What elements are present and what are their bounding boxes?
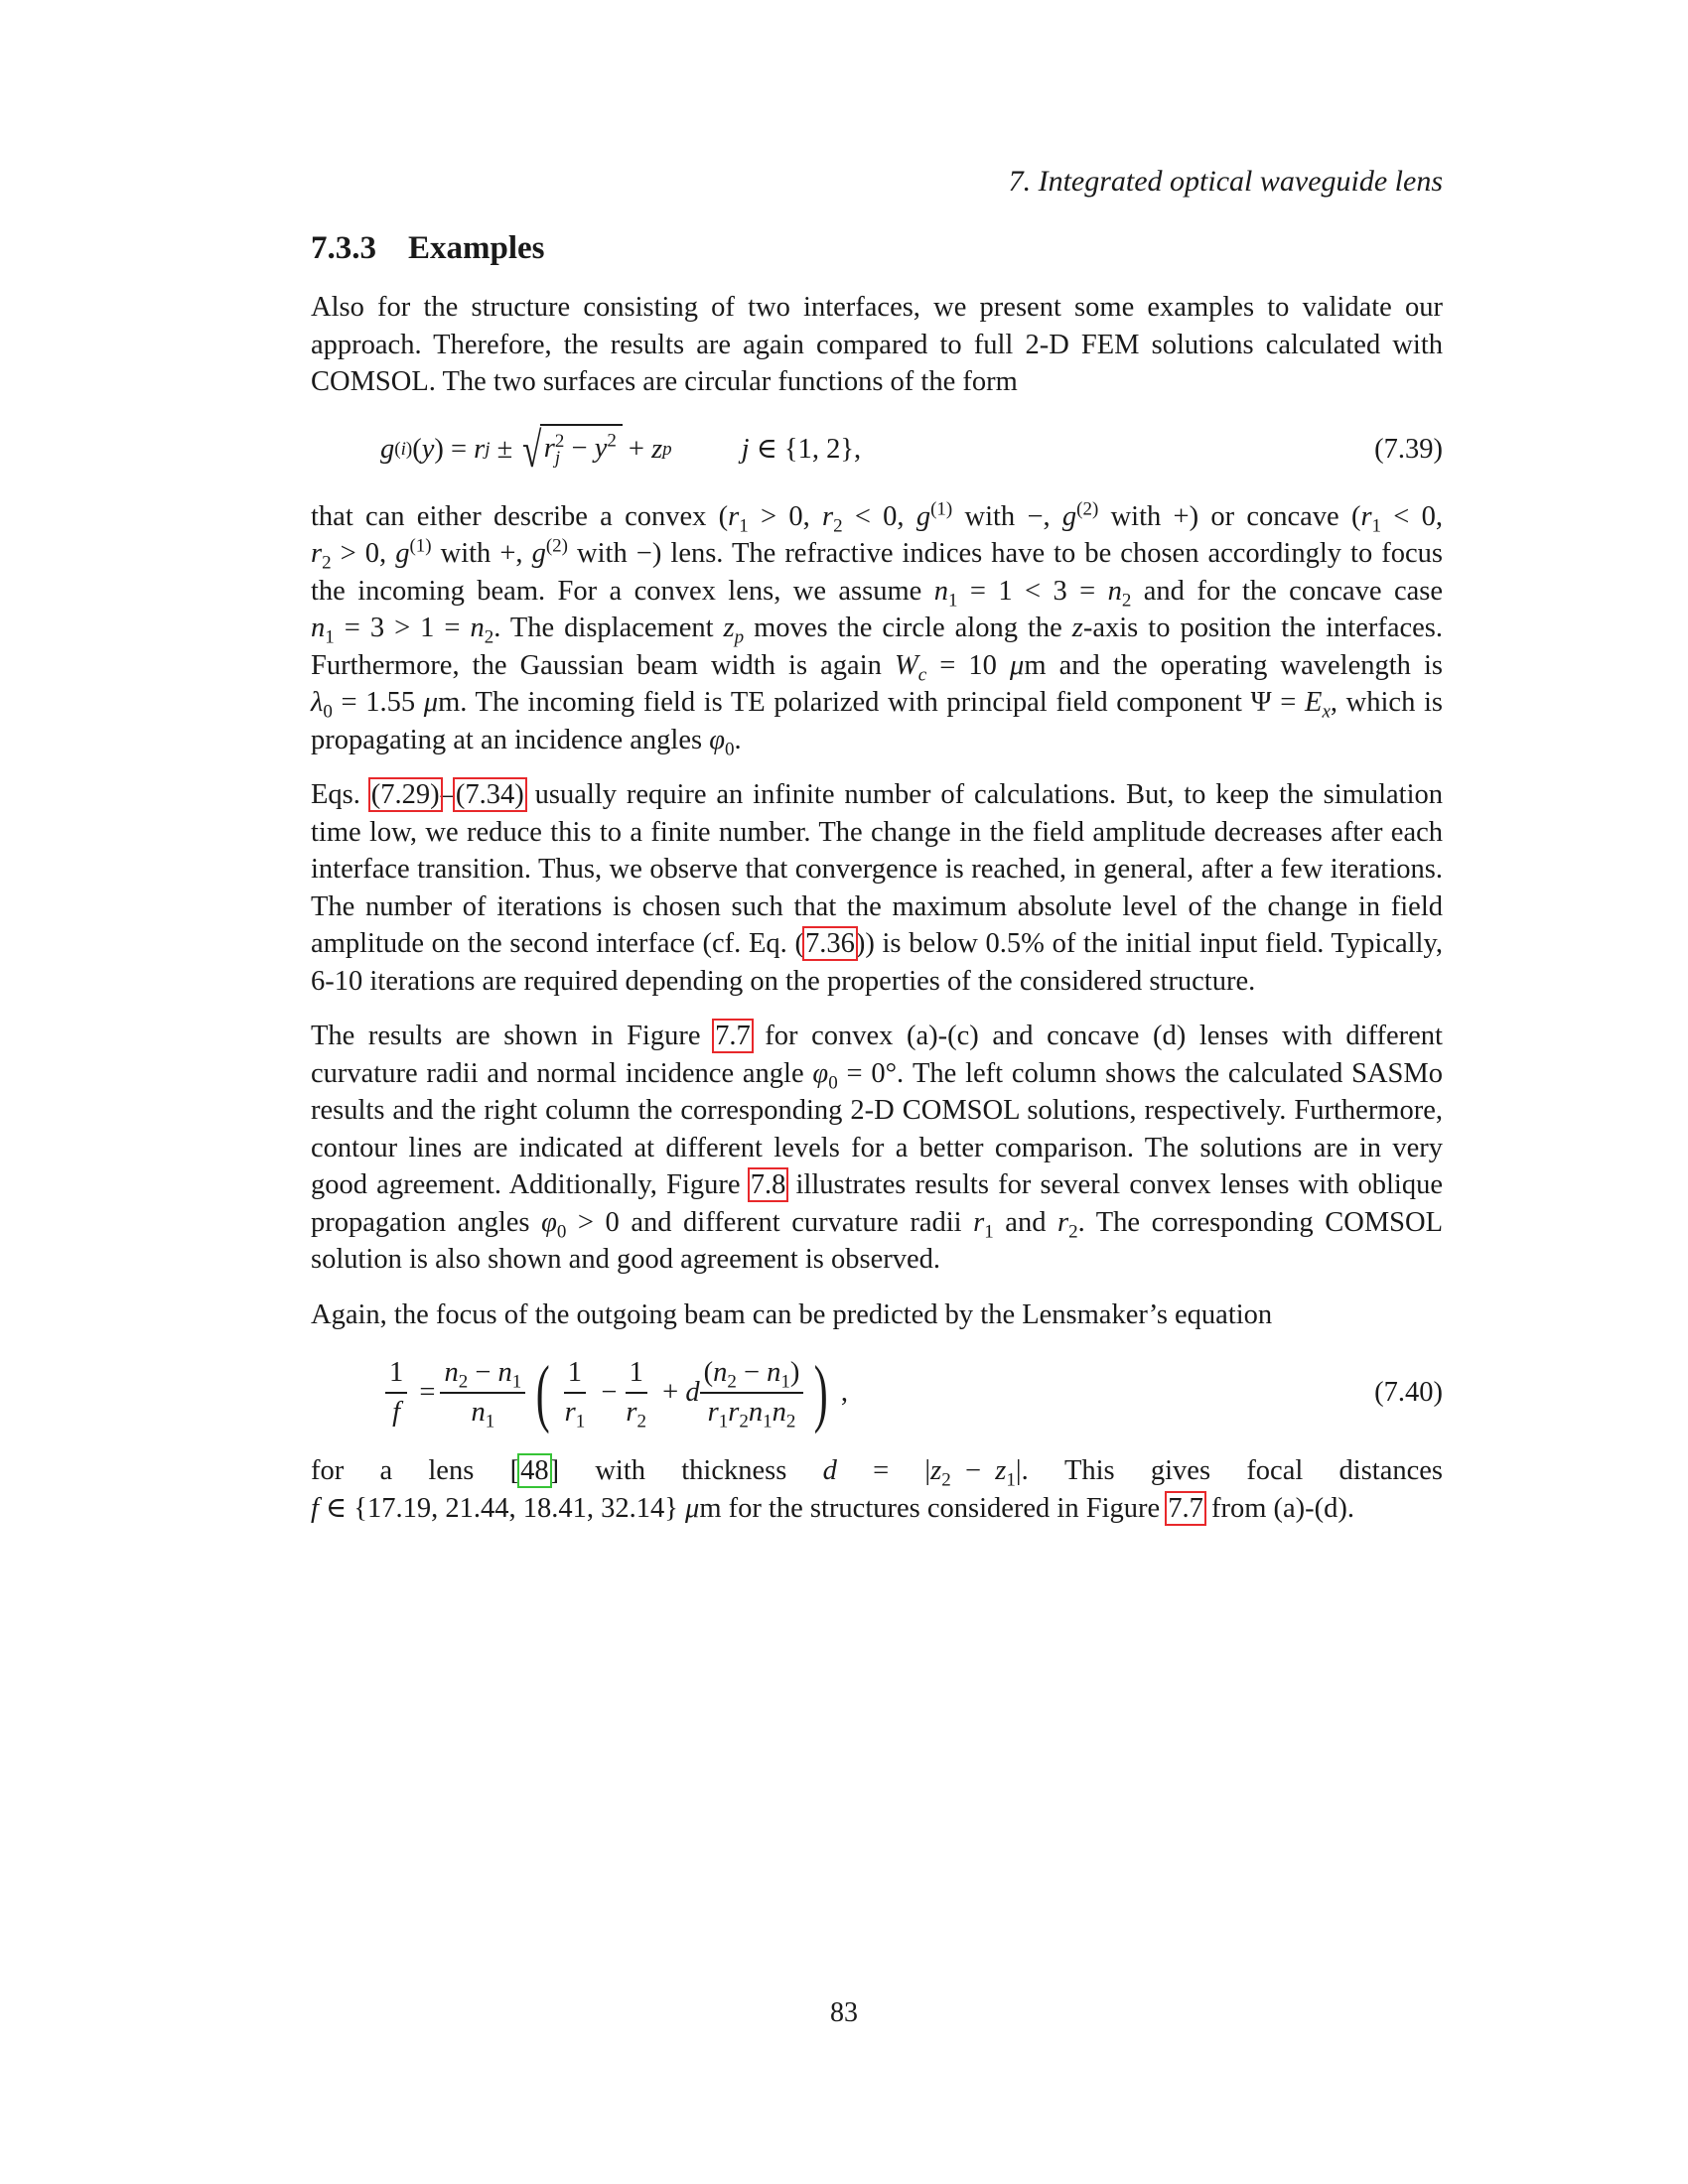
- equation-7-39-body: g (i) ( y ) = r j ± √ r 2 j − $y^2$ + z p j ∈ {1, 2},: [380, 421, 862, 478]
- equation-7-39: [311, 401, 1443, 498]
- equation-7-40-label: (7.40): [1374, 1377, 1443, 1409]
- equation-link-7-36[interactable]: 7.36: [804, 928, 855, 959]
- equation-7-40: [311, 1333, 1443, 1452]
- paragraph-focal-line-1: for a lens [48] with thickness d = $|z_2 - z_1|$. This gives focal distances: [311, 1455, 1443, 1491]
- page-number: 83: [830, 1997, 858, 2028]
- citation-link-48[interactable]: 48: [520, 1455, 549, 1486]
- paragraph-lensmaker-intro: Again, the focus of the outgoing beam can be predicted by the Lensmaker’s equation: [311, 1298, 1273, 1330]
- paragraph-lens-description: that can either describe a convex ($r_1 > 0$, $r_2 < 0$, $g^{(1)}$ with −, $g^{(2)}$ with +) or concave ($r_1 < 0$, $r_2 > 0$, $g^{(1)}$ with +, $g^{(2)}$ with −) lens. The refractive indices have to be chosen accordingly to focus the incoming beam. For a convex lens, we assume $n_1 = 1 < 3 = n_2$ and for the concave case $n_1 = 3 > 1 = n_2$. The displacement $z_p$ moves the circle along the z-axis to position the interfaces. Furthermore, the Gaussian beam width is again $W_c = 10$ μm and the operating wavelength is $\lambda_0 = 1.55$ μm. The incoming field is TE polarized with principal field component $\Psi = E_x$, which is propagating at an incidence angles $\varphi_0$.: [311, 498, 1444, 760]
- section-heading: [311, 230, 545, 267]
- running-header: 7. Integrated optical waveguide lens: [1008, 165, 1443, 198]
- body-text: [311, 289, 1443, 1527]
- equation-link-7-34[interactable]: (7.34): [455, 779, 524, 810]
- paragraph-focal-line-2: f ∈ {17.19, 21.44, 18.41, 32.14} μm for the structures considered in Figure 7.7 from (a)-(d).: [311, 1492, 1355, 1524]
- figure-link-7-8[interactable]: 7.8: [750, 1169, 786, 1200]
- equation-7-39-label: (7.39): [1374, 433, 1443, 465]
- figure-link-7-7-second[interactable]: 7.7: [1168, 1492, 1203, 1524]
- figure-link-7-7[interactable]: 7.7: [715, 1021, 751, 1051]
- paragraph-results: The results are shown in Figure 7.7 for convex (a)-(c) and concave (d) lenses with different curvature radii and normal incidence angle $\varphi_0 = 0^\circ$. The left column shows the calculated SASMo results and the right column the corresponding 2-D COMSOL solutions, respectively. Furthermore, contour lines are indicated at different levels for a better comparison. The solutions are in very good agreement. Additionally, Figure 7.8 illustrates results for several convex lenses with oblique propagation angles $\varphi_0 > 0$ and different curvature radii $r_1$ and $r_2$. The corresponding COMSOL solution is also shown and good agreement is observed.: [311, 1021, 1444, 1275]
- equation-7-40-body: $\frac{1}{f}$ = $\frac{n_2 - n_1}{n_1}$ ( $\frac{1}{r_1}$ − $\frac{1}{r_2}$ + d $\frac{(n_2 - n_1)}{r_1r_2n_1n_2}$ ) ,: [380, 1333, 848, 1452]
- equation-link-7-29[interactable]: (7.29): [370, 779, 440, 810]
- section-number: 7.3.3: [311, 230, 376, 266]
- paragraph-intro: Also for the structure consisting of two interfaces, we present some examples to validate our approach. Therefore, the results are again compared to full 2-D FEM solutions calculated with COMSOL. The two surfaces are circular functions of the form: [311, 292, 1443, 397]
- section-title: Examples: [408, 230, 545, 266]
- paragraph-convergence: Eqs. (7.29)–(7.34) usually require an infinite number of calculations. But, to keep the simulation time low, we reduce this to a finite number. The change in the field amplitude decreases after each interface transition. Thus, we observe that convergence is reached, in general, after a few iterations. The number of iterations is chosen such that the maximum absolute level of the change in field amplitude on the second interface (cf. Eq. (7.36)) is below 0.5% of the initial input field. Typically, 6-10 iterations are required depending on the properties of the considered structure.: [311, 779, 1444, 997]
